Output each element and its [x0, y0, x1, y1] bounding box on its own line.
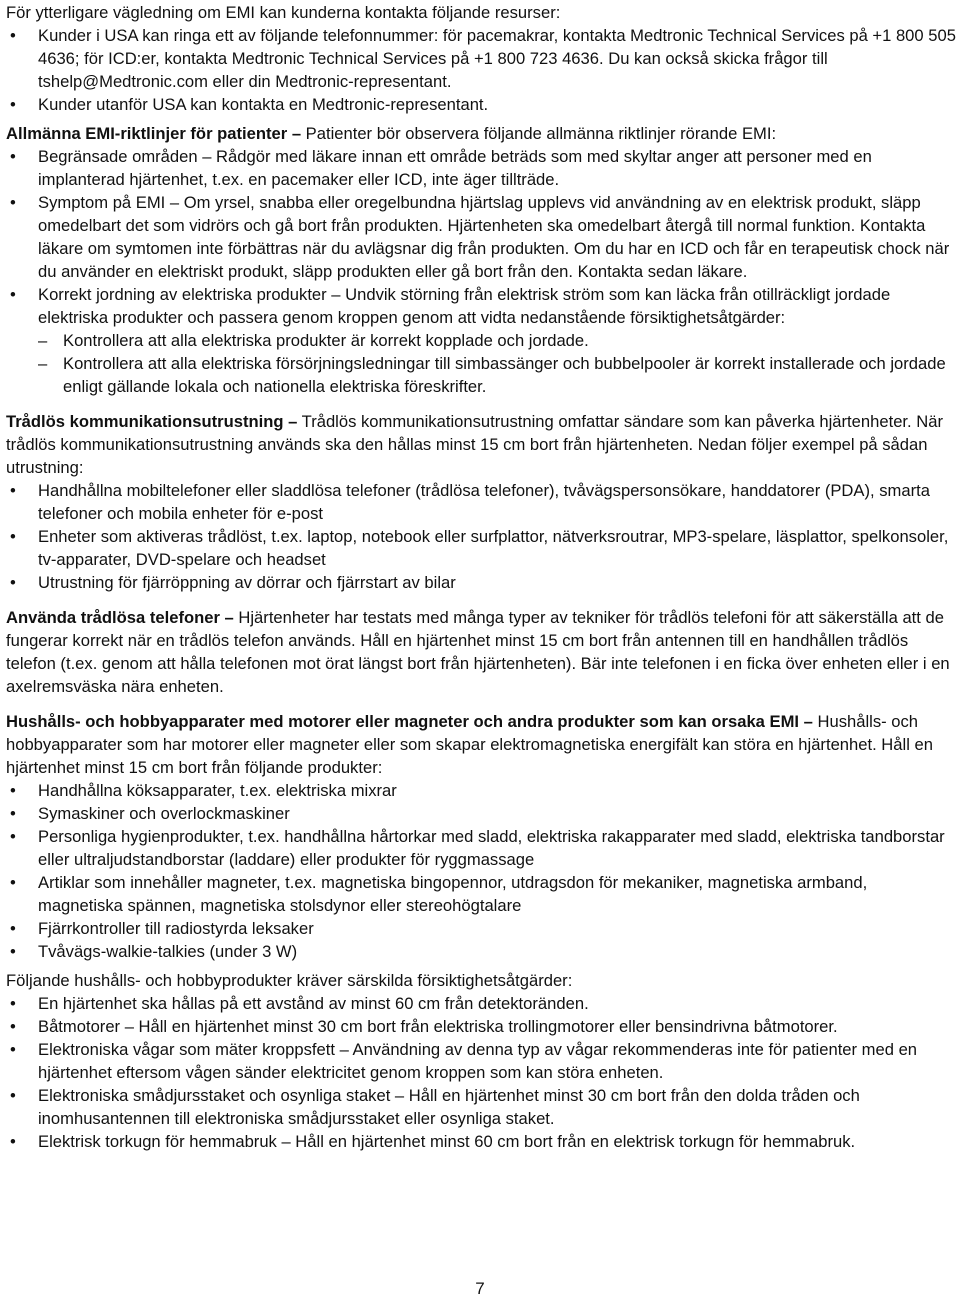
bullet-icon: • — [10, 26, 16, 45]
list-item-text: Utrustning för fjärröppning av dörrar och fjärrstart av bilar — [38, 573, 456, 592]
resources-list — [6, 24, 956, 116]
list-item-text: Elektroniska vågar som mäter kroppsfett – Användning av denna typ av vågar rekommenderas inte för patienter med en hjärtenhet eftersom vågen sänder elektricitet genom kroppen som kan störa enheten. — [38, 1040, 918, 1082]
list-item — [6, 871, 956, 917]
dash-icon: – — [38, 354, 48, 373]
wireless-list — [6, 479, 956, 594]
bullet-icon: • — [10, 573, 16, 592]
list-item-text: Personliga hygienprodukter, t.ex. handhållna hårtorkar med sladd, elektriska rakapparater med sladd, elektriska tandborstar eller ultraljudstandborstar (laddare) eller produkter för ryggmassage — [38, 827, 945, 869]
general-guidelines-heading: Allmänna EMI-riktlinjer för patienter – — [6, 124, 302, 143]
list-item-text: Fjärrkontroller till radiostyrda leksaker — [38, 919, 314, 938]
phones-paragraph — [6, 606, 956, 698]
bullet-icon: • — [10, 919, 16, 938]
list-item — [6, 283, 956, 329]
bullet-icon: • — [10, 193, 16, 212]
list-item — [6, 93, 956, 116]
list-item — [6, 992, 956, 1015]
list-item-text: Båtmotorer – Håll en hjärtenhet minst 30 cm bort från elektriska trollingmotorer eller bensindrivna båtmotorer. — [38, 1017, 838, 1036]
list-item-text: Handhållna köksapparater, t.ex. elektriska mixrar — [38, 781, 397, 800]
list-item-text: Enheter som aktiveras trådlöst, t.ex. laptop, notebook eller surfplattor, nätverksroutrar, MP3-spelare, läsplattor, spelkonsoler, tv-apparater, DVD-spelare och headset — [38, 527, 949, 569]
bullet-icon: • — [10, 285, 16, 304]
sub-list-item — [6, 352, 956, 398]
bullet-icon: • — [10, 942, 16, 961]
page-number: 7 — [475, 1279, 485, 1298]
list-item-text: Elektroniska smådjursstaket och osynliga staket – Håll en hjärtenhet minst 30 cm bort från den dolda tråden och inomhusantennen till elektroniska smådjursstaket eller osynliga staket. — [38, 1086, 860, 1128]
precautions-list — [6, 992, 956, 1153]
bullet-icon: • — [10, 1086, 16, 1105]
wireless-paragraph — [6, 410, 956, 479]
list-item-text: Symptom på EMI – Om yrsel, snabba eller oregelbundna hjärtslag upplevs vid användning av en elektrisk produkt, släpp omedelbart det som vidrörs och gå bort från produkten. Hjärtenheten ska omedelbart återgå till normal funktion. Kontakta läkare om symtomen inte förbättras när du avlägsnar dig från produkten. Om du har en ICD och får en terapeutisk chock när du använder en elektriskt produkt, släpp produkten eller gå bort från den. Kontakta sedan läkare. — [38, 193, 950, 281]
bullet-icon: • — [10, 1040, 16, 1059]
list-item — [6, 24, 956, 93]
list-item — [6, 779, 956, 802]
precautions-text: Följande hushålls- och hobbyprodukter kräver särskilda försiktighetsåtgärder: — [6, 971, 573, 990]
bullet-icon: • — [10, 481, 16, 500]
wireless-text: Trådlös kommunikationsutrustning omfattar sändare som kan påverka hjärtenheter. När trådlös kommunikationsutrustning används ska den hållas minst 15 cm bort från hjärtenheten. Nedan följer exempel på sådan utrustning: — [6, 412, 943, 477]
list-item — [6, 917, 956, 940]
list-item-text: En hjärtenhet ska hållas på ett avstånd av minst 60 cm från detektoränden. — [38, 994, 589, 1013]
list-item — [6, 191, 956, 283]
list-item-text: Kunder utanför USA kan kontakta en Medtronic-representant. — [38, 95, 489, 114]
bullet-icon: • — [10, 994, 16, 1013]
list-item-text: Elektrisk torkugn för hemmabruk – Håll en hjärtenhet minst 60 cm bort från en elektrisk torkugn för hemmabruk. — [38, 1132, 856, 1151]
list-item — [6, 479, 956, 525]
bullet-icon: • — [10, 527, 16, 546]
list-item-text: Symaskiner och overlockmaskiner — [38, 804, 290, 823]
list-item — [6, 145, 956, 191]
list-item — [6, 1130, 956, 1153]
list-item-text: Handhållna mobiltelefoner eller sladdlösa telefoner (trådlösa telefoner), tvåvägspersonsökare, handdatorer (PDA), smarta telefoner och mobila enheter för e-post — [38, 481, 930, 523]
phones-text: Hjärtenheter har testats med många typer av tekniker för trådlös telefoni för att säkerställa att de fungerar korrekt när en trådlös telefon används. Håll en hjärtenhet minst 15 cm bort från antennen till en handhållen trådlös telefon (t.ex. genom att hålla telefonen mot örat längst bort från hjärtenheten). Bär inte telefonen i en ficka över enheten eller i en axelremsväska nära enheten. — [6, 608, 950, 696]
sub-list-item — [6, 329, 956, 352]
general-guidelines-list — [6, 145, 956, 329]
list-item — [6, 940, 956, 963]
list-item — [6, 802, 956, 825]
list-item — [6, 1084, 956, 1130]
household-text: Hushålls- och hobbyapparater som har motorer eller magneter eller som skapar elektromagnetiska energifält kan störa en hjärtenhet. Håll en hjärtenhet minst 15 cm bort från följande produkter: — [6, 712, 933, 777]
household-list — [6, 779, 956, 963]
list-item-text: Korrekt jordning av elektriska produkter – Undvik störning från elektrisk ström som kan läcka från otillräckligt jordade elektriska produkter och passera genom kroppen genom att vidta nedanstående försiktighetsåtgärder: — [38, 285, 891, 327]
list-item — [6, 525, 956, 571]
household-paragraph — [6, 710, 956, 779]
list-item — [6, 571, 956, 594]
dash-icon: – — [38, 331, 48, 350]
document-page — [6, 0, 956, 1153]
wireless-heading: Trådlös kommunikationsutrustning – — [6, 412, 298, 431]
list-item-text: Kunder i USA kan ringa ett av följande telefonnummer: för pacemakrar, kontakta Medtronic Technical Services på +1 800 505 4636; för ICD:er, kontakta Medtronic Technical Services på +1 800 723 4636. Du kan också skicka frågor till tshelp@Medtronic.com eller din Medtronic-representant. — [38, 26, 956, 91]
bullet-icon: • — [10, 147, 16, 166]
general-guidelines-text: Patienter bör observera följande allmänna riktlinjer rörande EMI: — [301, 124, 777, 143]
bullet-icon: • — [10, 827, 16, 846]
list-item-text: Tvåvägs-walkie-talkies (under 3 W) — [38, 942, 298, 961]
list-item-text: Begränsade områden – Rådgör med läkare innan ett område beträds som med skyltar anger att personer med en implanterad hjärtenhet, t.ex. en pacemaker eller ICD, inte äger tillträde. — [38, 147, 872, 189]
bullet-icon: • — [10, 873, 16, 892]
intro-text: För ytterligare vägledning om EMI kan kunderna kontakta följande resurser: — [6, 3, 561, 22]
bullet-icon: • — [10, 804, 16, 823]
bullet-icon: • — [10, 1132, 16, 1151]
list-item — [6, 1015, 956, 1038]
grounding-sublist — [6, 329, 956, 398]
sub-list-item-text: Kontrollera att alla elektriska produkter är korrekt kopplade och jordade. — [63, 331, 589, 350]
bullet-icon: • — [10, 95, 16, 114]
list-item — [6, 825, 956, 871]
list-item — [6, 1038, 956, 1084]
bullet-icon: • — [10, 781, 16, 800]
sub-list-item-text: Kontrollera att alla elektriska försörjningsledningar till simbassänger och bubbelpooler är korrekt installerade och jordade enligt gällande lokala och nationella elektriska föreskrifter. — [63, 354, 946, 396]
list-item-text: Artiklar som innehåller magneter, t.ex. magnetiska bingopennor, utdragsdon för mekaniker, magnetiska armband, magnetiska spännen, magnetiska stolsdynor eller stereohögtalare — [38, 873, 868, 915]
phones-heading: Använda trådlösa telefoner – — [6, 608, 234, 627]
general-guidelines-paragraph — [6, 122, 956, 145]
household-heading: Hushålls- och hobbyapparater med motorer eller magneter och andra produkter som kan orsaka EMI – — [6, 712, 813, 731]
bullet-icon: • — [10, 1017, 16, 1036]
